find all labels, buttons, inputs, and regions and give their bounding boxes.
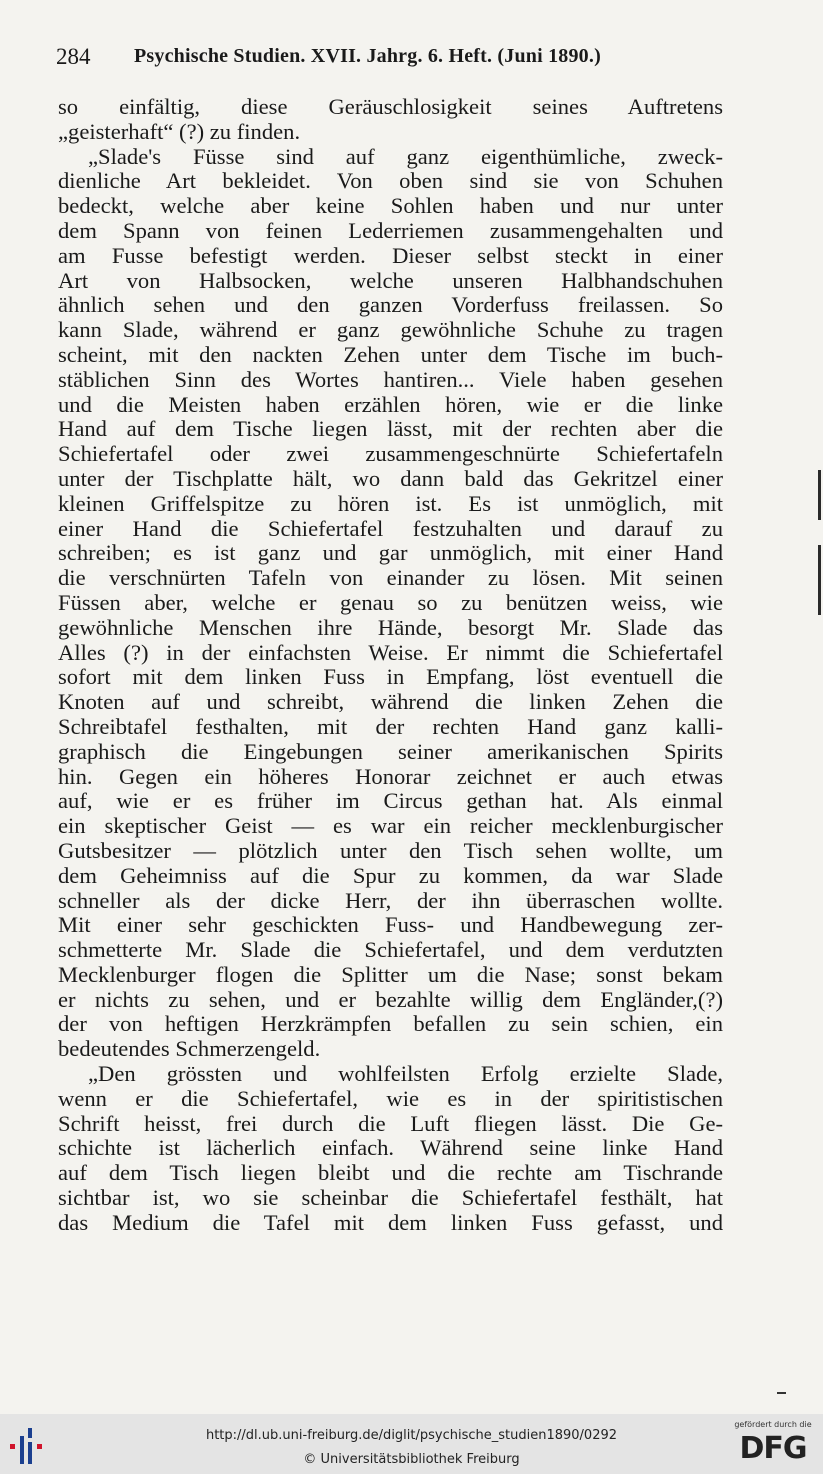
text-line: stäblichen Sinn des Wortes hantiren... Viele haben gesehen — [58, 367, 723, 392]
text-line: Knoten auf und schreibt, während die linken Zehen die — [58, 690, 723, 715]
text-line: sichtbar ist, wo sie scheinbar die Schiefertafel festhält, hat — [58, 1186, 723, 1211]
text-line: die verschnürten Tafeln von einander zu lösen. Mit seinen — [58, 566, 723, 591]
scan-edge-mark — [818, 470, 821, 520]
text-line: Gutsbesitzer — plötzlich unter den Tisch sehen wollte, um — [58, 838, 723, 863]
text-line: bedeutendes Schmerzengeld. — [58, 1037, 321, 1062]
source-url[interactable]: http://dl.ub.uni-freiburg.de/diglit/psychische_studien1890/0292 — [205, 1428, 618, 1443]
text-line: und die Meisten haben erzählen hören, wie er die linke — [58, 392, 723, 417]
text-line: einer Hand die Schiefertafel festzuhalten und darauf zu — [58, 516, 723, 541]
text-line: „Den grössten und wohlfeilsten Erfolg erzielte Slade, — [88, 1062, 723, 1087]
text-line: auf dem Tisch liegen bleibt und die rechte am Tischrande — [58, 1161, 723, 1186]
text-line: dienliche Art bekleidet. Von oben sind sie von Schuhen — [58, 169, 723, 194]
funder-caption: gefördert durch die — [734, 1420, 812, 1429]
page-number: 284 — [56, 44, 91, 69]
text-line: Schiefertafel oder zwei zusammengeschnürte Schiefertafeln — [58, 442, 723, 467]
text-line: Art von Halbsocken, welche unseren Halbhandschuhen — [58, 268, 723, 293]
text-line: ähnlich sehen und den ganzen Vorderfuss freilassen. So — [58, 293, 723, 318]
text-line: „geisterhaft“ (?) zu finden. — [58, 119, 301, 144]
text-line: unter der Tischplatte hält, wo dann bald das Gekritzel einer — [58, 466, 723, 491]
text-line: Schrift heisst, frei durch die Luft fliegen lässt. Die Ge- — [58, 1111, 723, 1136]
text-line: Alles (?) in der einfachsten Weise. Er nimmt die Schiefertafel — [58, 640, 723, 665]
text-line: kann Slade, während er ganz gewöhnliche Schuhe zu tragen — [58, 318, 723, 343]
text-line: Mit einer sehr geschickten Fuss- und Handbewegung zer- — [58, 913, 723, 938]
running-title: Psychische Studien. XVII. Jahrg. 6. Heft. (Juni 1890.) — [134, 45, 601, 67]
text-line: graphisch die Eingebungen seiner amerikanischen Spirits — [58, 739, 723, 764]
text-line: bedeckt, welche aber keine Sohlen haben und nur unter — [58, 194, 723, 219]
text-line: sofort mit dem linken Fuss in Empfang, löst eventuell die — [58, 665, 723, 690]
dfg-wordmark: DFG — [739, 1431, 807, 1466]
copyright-notice: © Universitätsbibliothek Freiburg — [303, 1452, 520, 1467]
text-line: am Fusse befestigt werden. Dieser selbst steckt in einer — [58, 243, 723, 268]
text-line: hin. Gegen ein höheres Honorar zeichnet er auch etwas — [58, 764, 723, 789]
text-line: dem Geheimniss auf die Spur zu kommen, da war Slade — [58, 863, 723, 888]
text-line: scheint, mit den nackten Zehen unter dem Tische im buch- — [58, 342, 723, 367]
text-line: schichte ist lächerlich einfach. Während seine linke Hand — [58, 1136, 723, 1161]
text-line: Mecklenburger flogen die Splitter um die Nase; sonst bekam — [58, 962, 723, 987]
text-line: Schreibtafel festhalten, mit der rechten Hand ganz kalli- — [58, 714, 723, 739]
body-text — [58, 95, 723, 1236]
text-line: er nichts zu sehen, und er bezahlte willig dem Engländer,(?) — [58, 987, 723, 1012]
text-line: schneller als der dicke Herr, der ihn überraschen wollte. — [58, 888, 723, 913]
scan-edge-mark — [818, 545, 821, 615]
text-line: dem Spann von feinen Lederriemen zusammengehalten und — [58, 218, 723, 243]
text-line: schmetterte Mr. Slade die Schiefertafel, und dem verdutzten — [58, 938, 723, 963]
text-line: Hand auf dem Tische liegen lässt, mit der rechten aber die — [58, 417, 723, 442]
running-head — [56, 44, 736, 74]
text-line: kleinen Griffelspitze zu hören ist. Es ist unmöglich, mit — [58, 491, 723, 516]
text-line: das Medium die Tafel mit dem linken Fuss gefasst, und — [58, 1210, 723, 1235]
text-line: schreiben; es ist ganz und gar unmöglich, mit einer Hand — [58, 541, 723, 566]
text-line: so einfältig, diese Geräuschlosigkeit seines Auftretens — [58, 95, 723, 119]
text-line: gewöhnliche Menschen ihre Hände, besorgt Mr. Slade das — [58, 615, 723, 640]
text-line: Füssen aber, welche er genau so zu benützen weiss, wie — [58, 590, 723, 615]
text-line: „Slade's Füsse sind auf ganz eigenthümliche, zweck- — [88, 144, 723, 169]
scan-dash-mark — [777, 1392, 786, 1394]
text-line: der von heftigen Herzkrämpfen befallen zu sein schien, ein — [58, 1012, 723, 1037]
dfg-logo — [728, 1420, 818, 1470]
text-line: wenn er die Schiefertafel, wie es in der spiritistischen — [58, 1086, 723, 1111]
text-line: auf, wie er es früher im Circus gethan hat. Als einmal — [58, 789, 723, 814]
text-line: ein skeptischer Geist — es war ein reicher mecklenburgischer — [58, 814, 723, 839]
footer-bar — [0, 1414, 823, 1474]
